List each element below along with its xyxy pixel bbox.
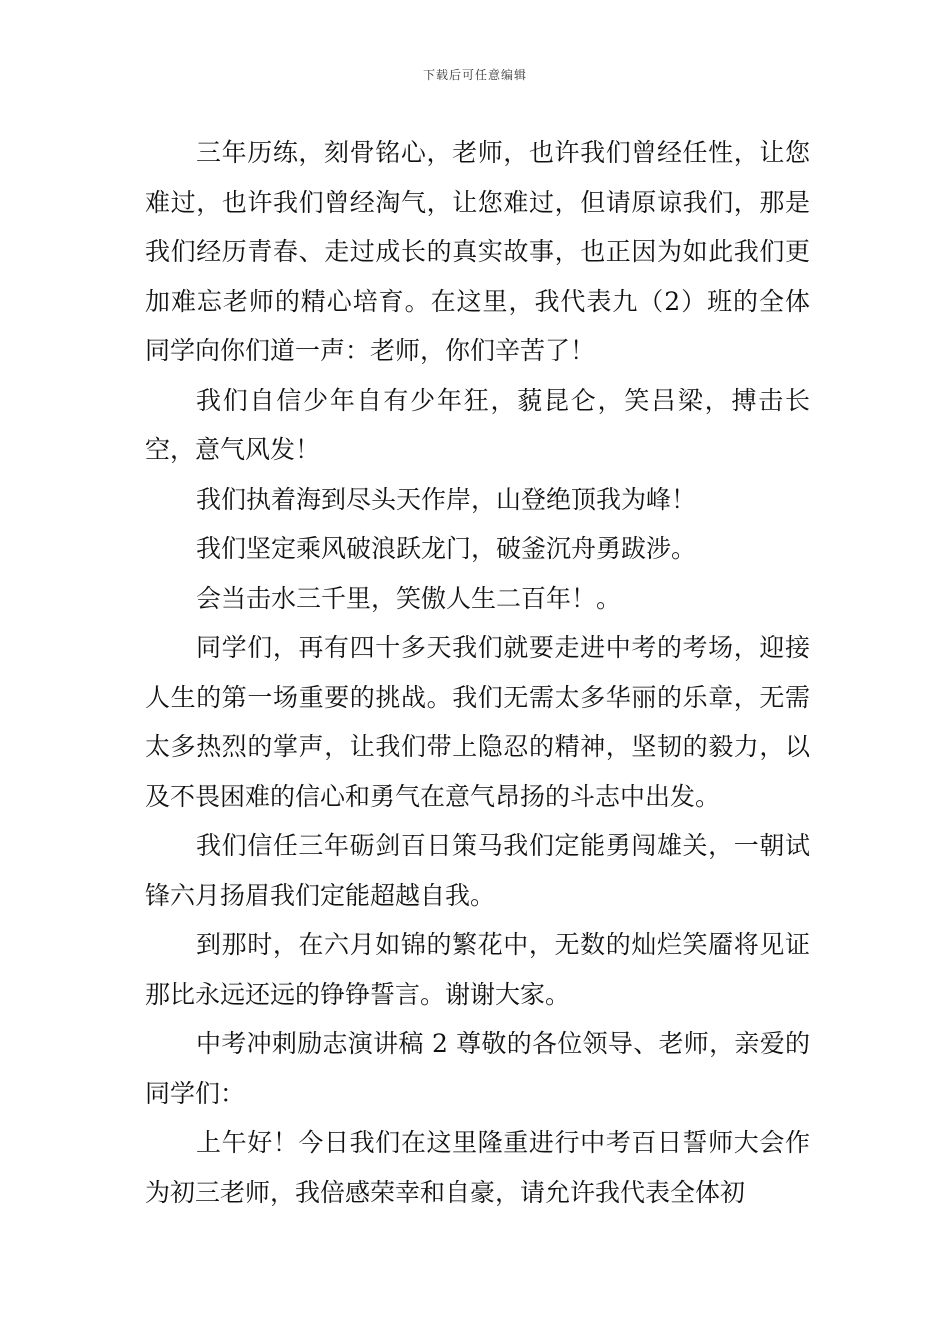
paragraph: 三年历练，刻骨铭心，老师，也许我们曾经任性，让您难过，也许我们曾经淘气，让您难过，但请原谅我们，那是我们经历青春、走过成长的真实故事，也正因为如此我们更加难忘老师的精心培育。在这里，我代表九（2）班的全体同学向你们道一声：老师，你们辛苦了！ — [145, 138, 810, 365]
paragraph: 我们自信少年自有少年狂，藐昆仑，笑吕梁，搏击长空，意气风发！ — [145, 385, 810, 464]
paragraph: 会当击水三千里，笑傲人生二百年！。 — [196, 583, 622, 613]
document-body — [145, 128, 810, 1217]
paragraph: 我们执着海到尽头天作岸，山登绝顶我为峰！ — [196, 484, 697, 514]
paragraph: 我们坚定乘风破浪跃龙门，破釜沉舟勇跋涉。 — [196, 534, 697, 563]
paragraph: 中考冲刺励志演讲稿 2 尊敬的各位领导、老师，亲爱的同学们： — [145, 1029, 810, 1108]
page-header: 下载后可任意编辑 — [422, 68, 527, 82]
paragraph: 我们信任三年砺剑百日策马我们定能勇闯雄关，一朝试锋六月扬眉我们定能超越自我。 — [145, 831, 810, 910]
paragraph: 到那时，在六月如锦的繁花中，无数的灿烂笑靥将见证那比永远还远的铮铮誓言。谢谢大家。 — [145, 930, 810, 1009]
paragraph: 上午好！今日我们在这里隆重进行中考百日誓师大会作为初三老师，我倍感荣幸和自豪，请允许我代表全体初 — [145, 1128, 810, 1207]
paragraph: 同学们，再有四十多天我们就要走进中考的考场，迎接人生的第一场重要的挑战。我们无需太多华丽的乐章，无需太多热烈的掌声，让我们带上隐忍的精神，坚韧的毅力，以及不畏困难的信心和勇气在意气昂扬的斗志中出发。 — [145, 633, 810, 811]
